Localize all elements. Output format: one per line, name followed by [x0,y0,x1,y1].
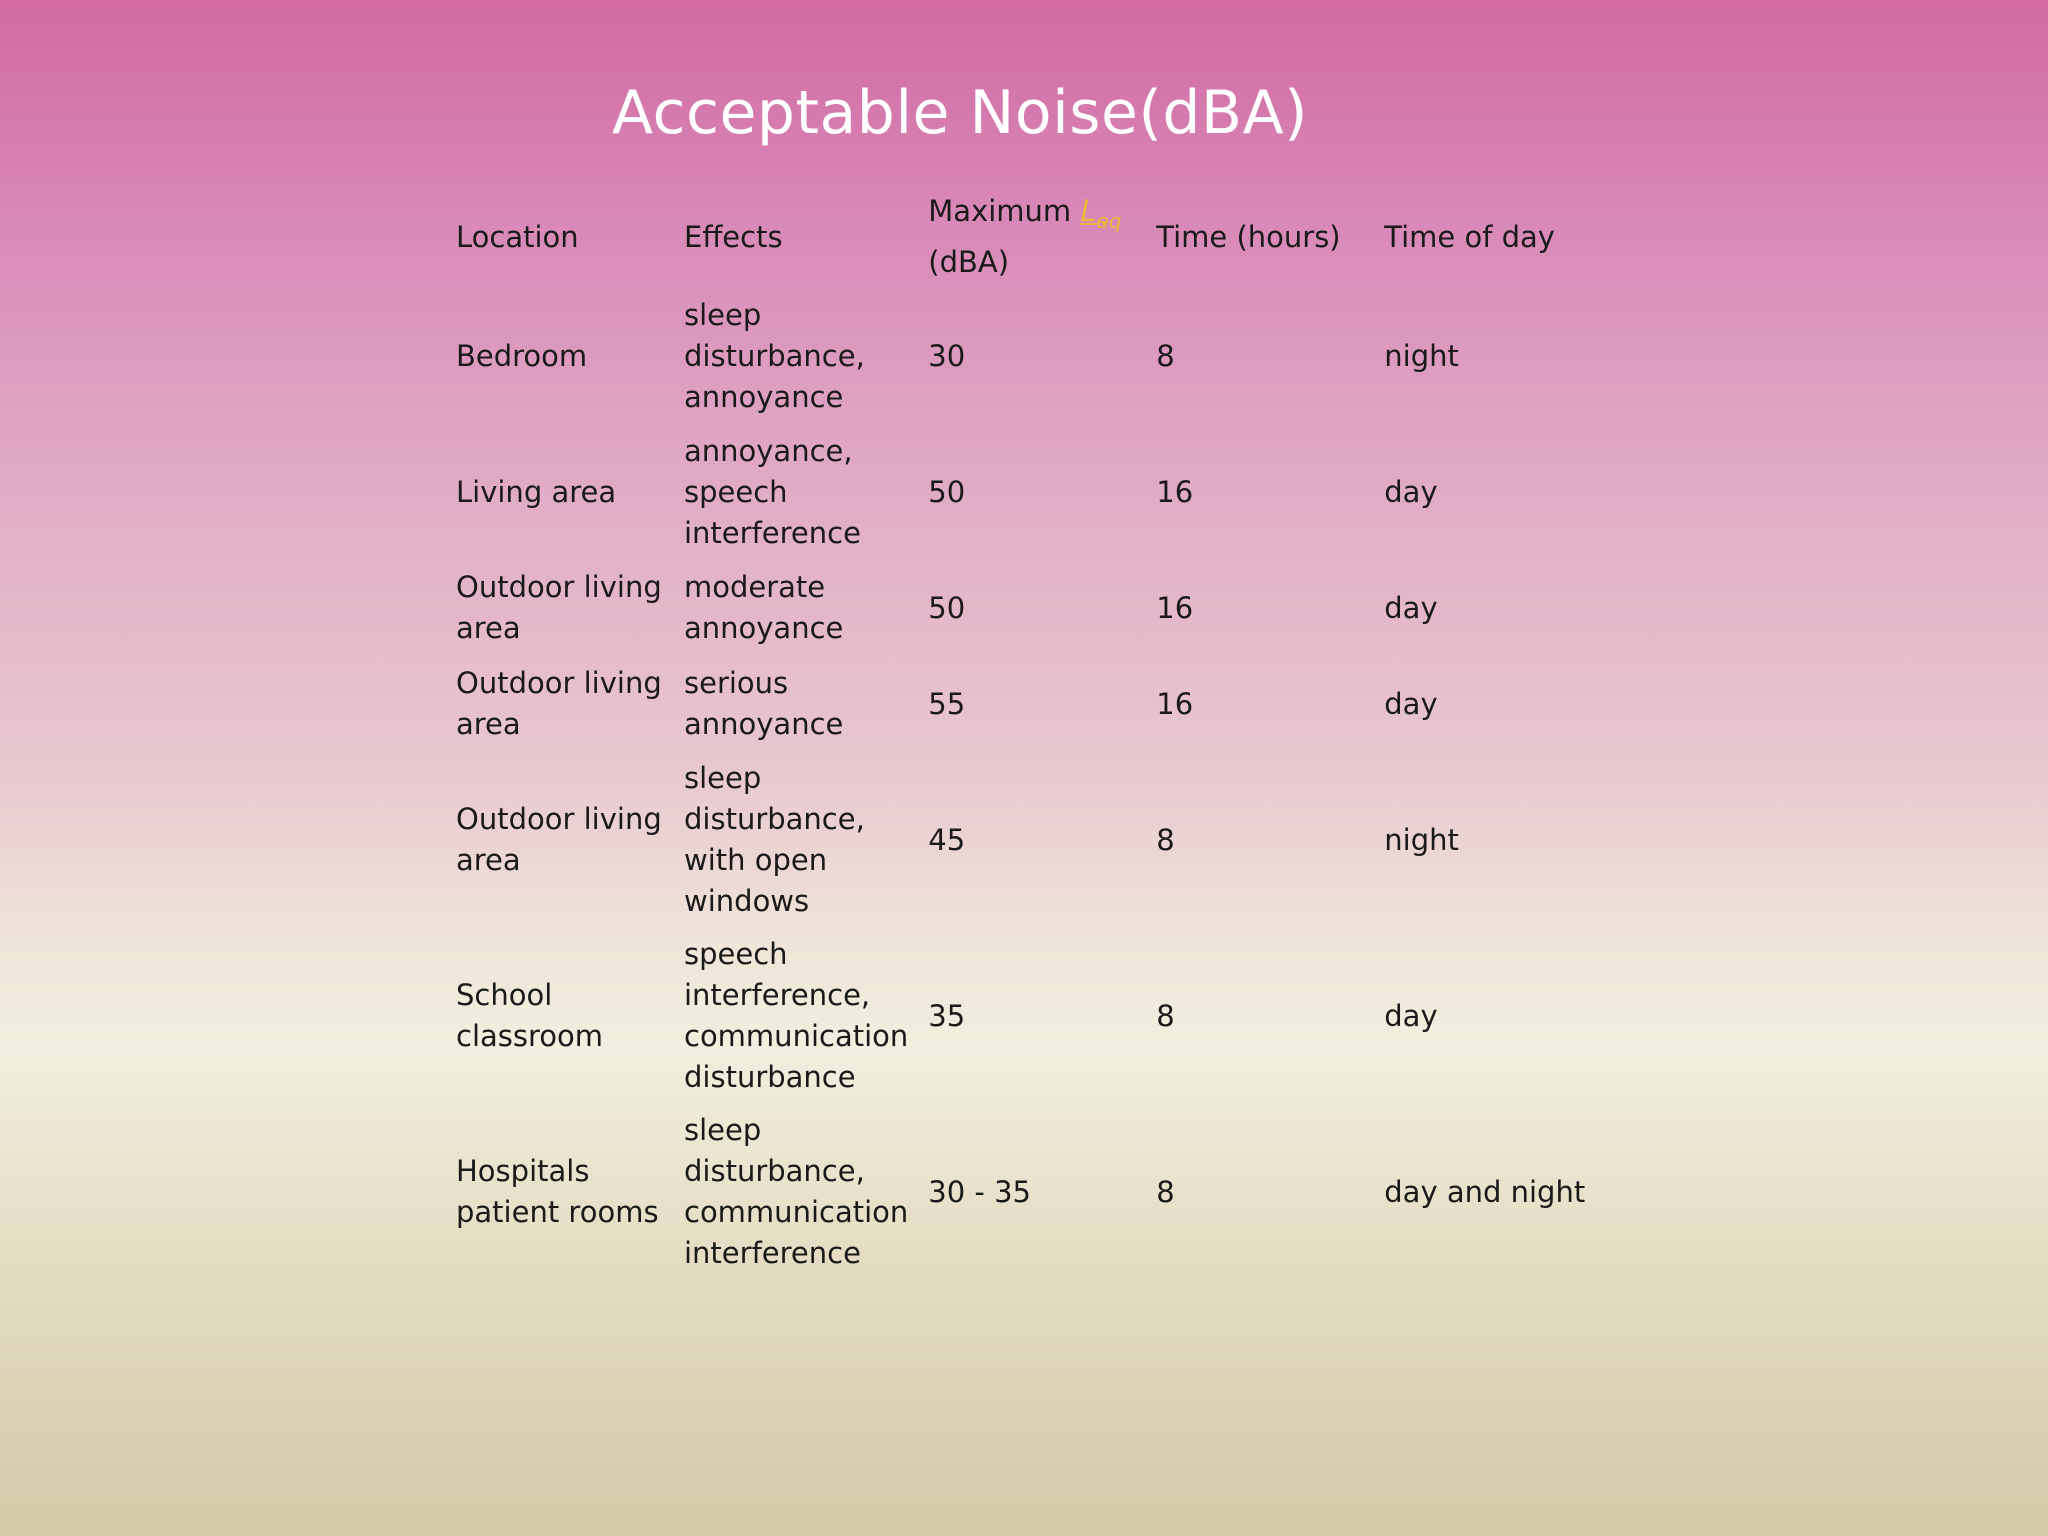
header-max-prefix: Maximum [928,194,1081,229]
cell-time-of-day: night [1384,338,1459,373]
leq-symbol: L [1080,194,1097,229]
table-row [446,752,1614,928]
cell-effects: sleep disturbance, communication interference [684,1113,909,1270]
cell-max-leq: 30 [928,338,966,373]
leq-subscript: eq [1096,208,1122,233]
cell-effects: serious annoyance [684,666,844,741]
cell-location: Hospitals patient rooms [456,1154,659,1229]
slide-title: Acceptable Noise(dBA) [612,78,1309,148]
header-effects: Effects [684,219,783,254]
cell-time-of-day: night [1384,822,1459,857]
cell-location: Bedroom [456,338,588,373]
cell-max-leq: 55 [928,686,966,721]
table-row [446,424,1614,560]
cell-time: 16 [1156,590,1194,625]
cell-effects: moderate annoyance [684,570,844,645]
noise-table [446,186,1614,1280]
header-time-of-day: Time of day [1384,219,1555,254]
cell-location: School classroom [456,978,604,1053]
cell-effects: sleep disturbance, annoyance [684,297,865,414]
table-row [446,656,1614,752]
cell-time: 8 [1156,1174,1175,1209]
cell-time-of-day: day [1384,686,1438,721]
cell-time-of-day: day [1384,590,1438,625]
cell-max-leq: 50 [928,474,966,509]
cell-time: 8 [1156,822,1175,857]
cell-location: Living area [456,474,617,509]
cell-location: Outdoor living area [456,802,662,877]
cell-time: 16 [1156,474,1194,509]
table-body [446,288,1614,1280]
header-max-unit: (dBA) [928,244,1010,279]
cell-max-leq: 35 [928,998,966,1033]
cell-time-of-day: day [1384,474,1438,509]
leq-link[interactable] [1080,194,1122,233]
cell-time-of-day: day [1384,998,1438,1033]
cell-time-of-day: day and night [1384,1174,1586,1209]
cell-location: Outdoor living area [456,570,662,645]
table-row [446,560,1614,656]
cell-location: Outdoor living area [456,666,662,741]
cell-max-leq: 50 [928,590,966,625]
cell-max-leq: 30 - 35 [928,1174,1031,1209]
table-header-row [446,186,1614,288]
cell-effects: sleep disturbance, with open windows [684,761,865,918]
cell-time: 16 [1156,686,1194,721]
cell-time: 8 [1156,998,1175,1033]
cell-time: 8 [1156,338,1175,373]
cell-max-leq: 45 [928,822,966,857]
header-maximum-leq [918,186,1146,288]
table-row [446,1104,1614,1280]
cell-effects: annoyance, speech interference [684,433,861,550]
table-row [446,928,1614,1104]
header-location: Location [456,219,579,254]
header-time: Time (hours) [1156,219,1341,254]
table-row [446,288,1614,424]
cell-effects: speech interference, communication disturbance [684,937,909,1094]
